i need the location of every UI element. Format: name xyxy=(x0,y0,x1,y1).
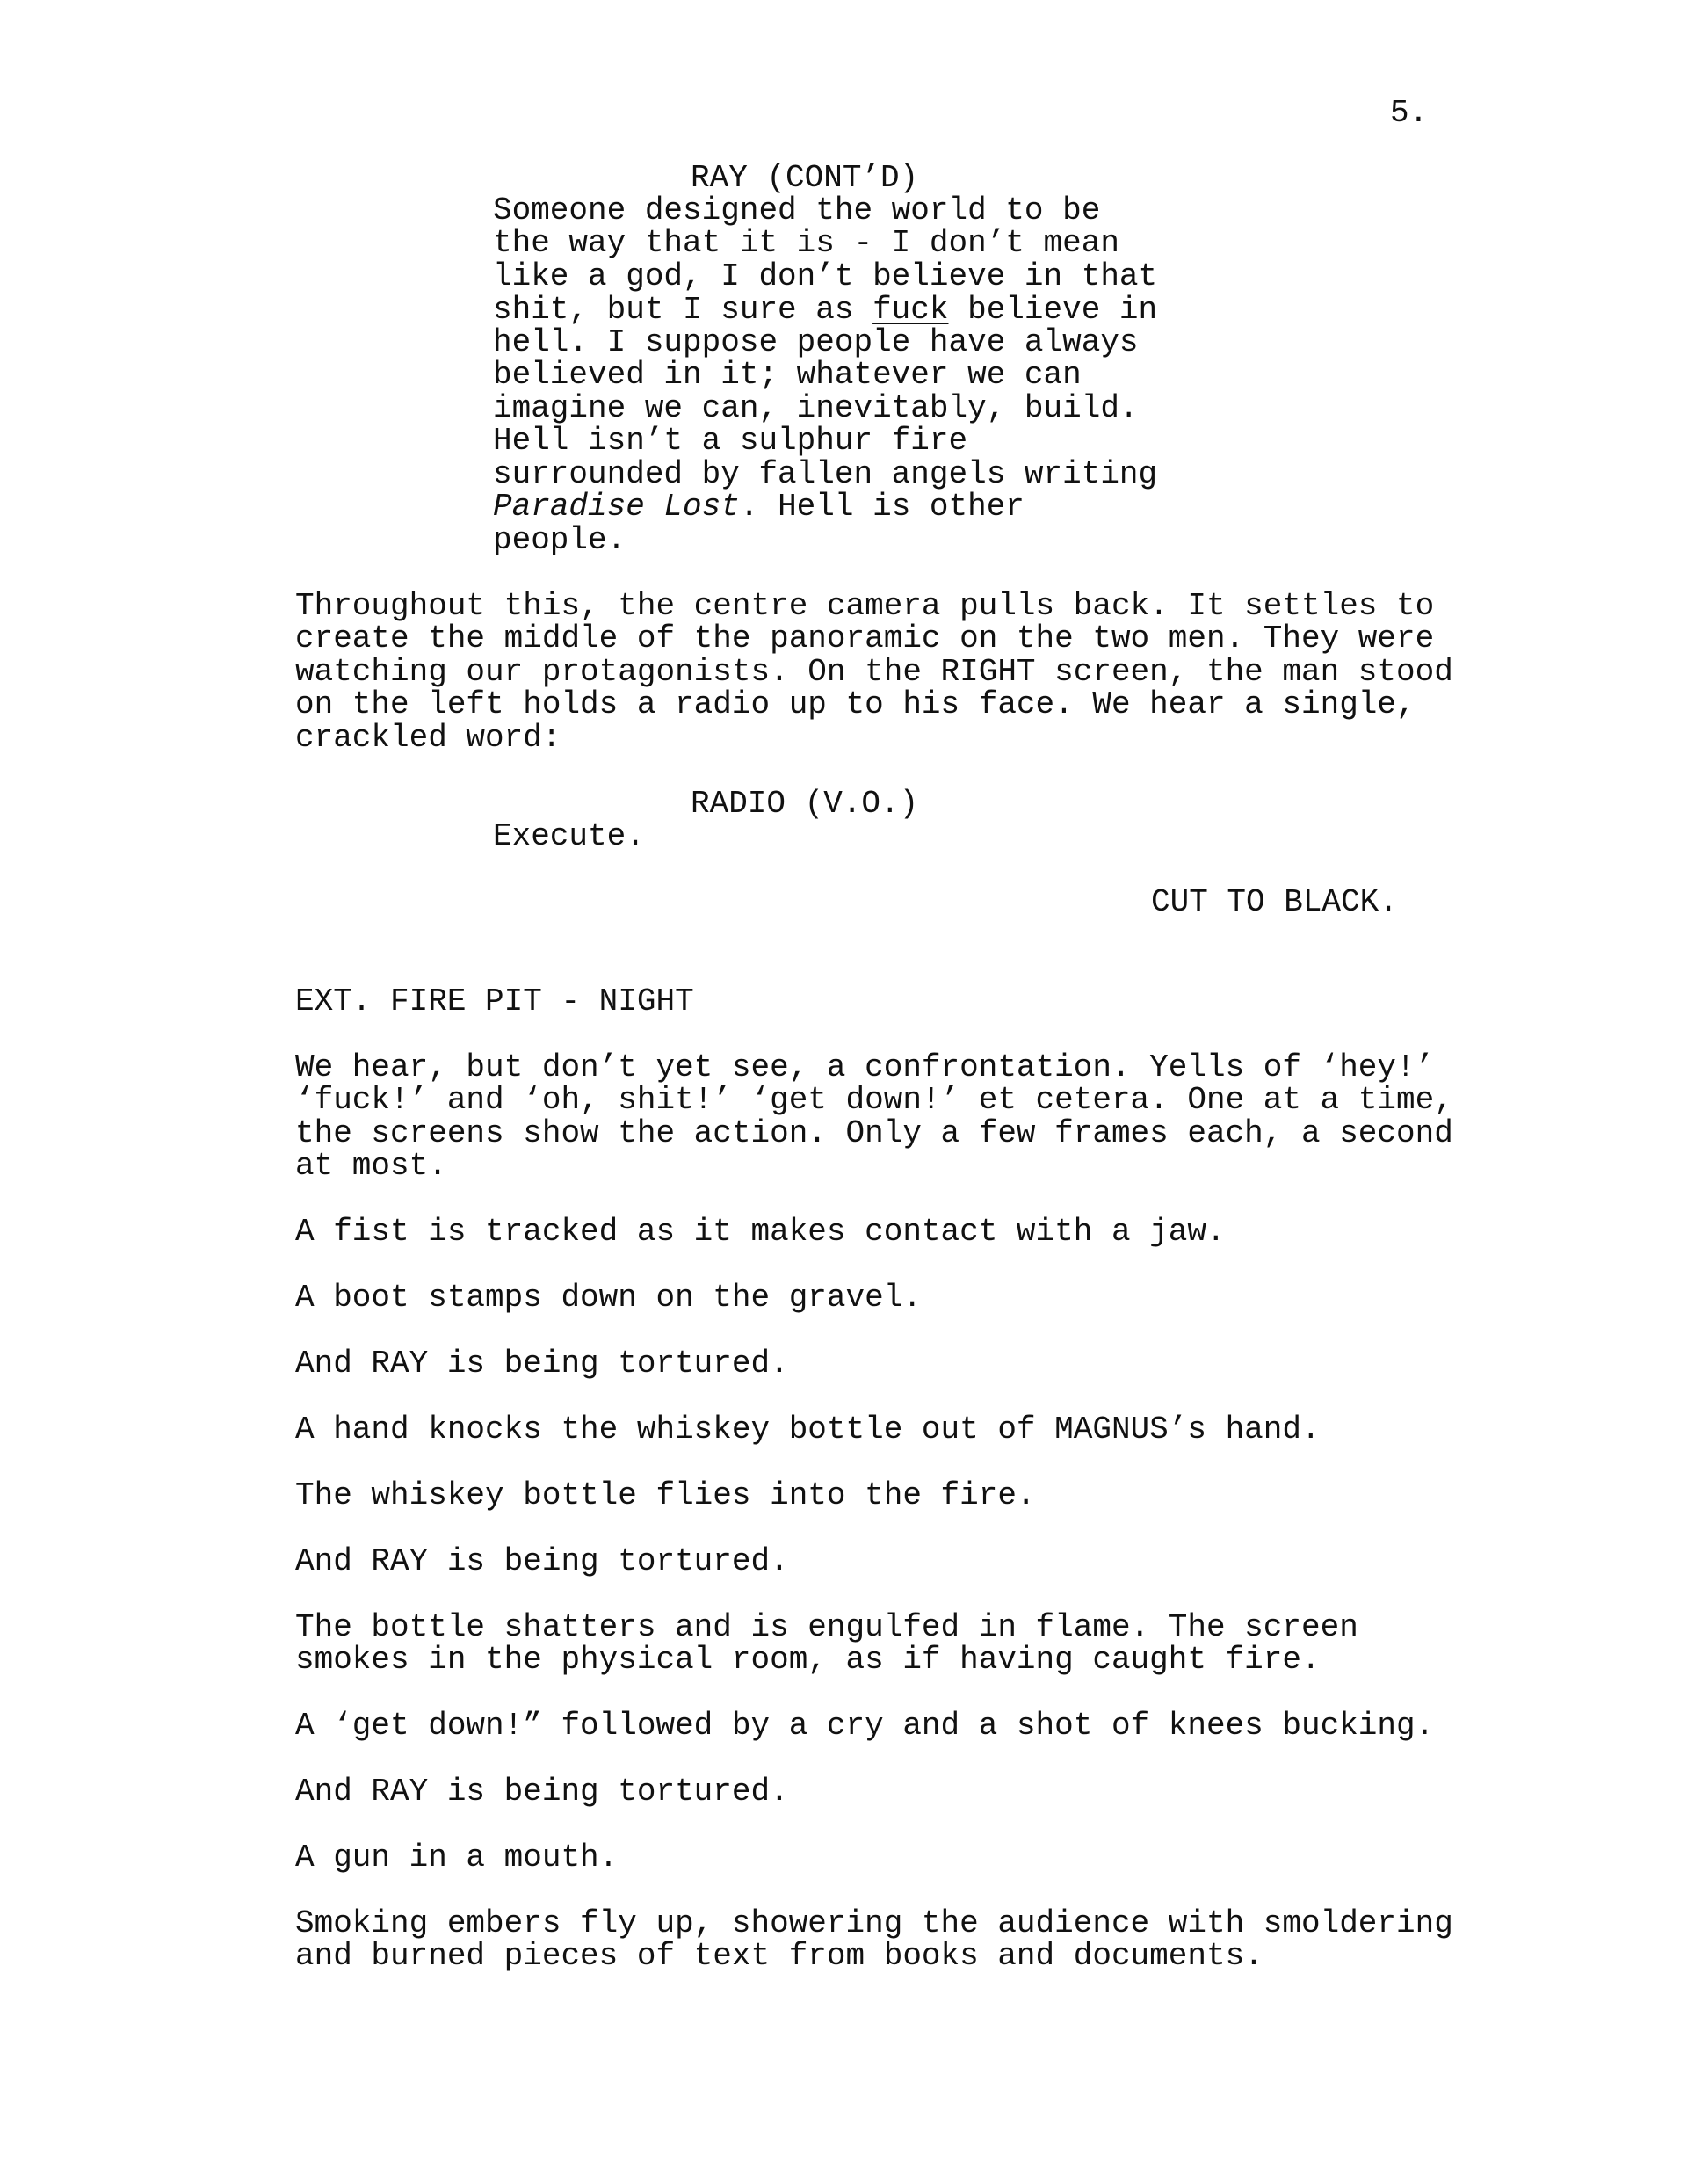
dialogue-text: . Hell is other xyxy=(739,489,1025,525)
action-line: A boot stamps down on the gravel. xyxy=(295,1280,922,1316)
action-line: and burned pieces of text from books and documents. xyxy=(295,1938,1263,1974)
dialogue-text: shit, but I sure as xyxy=(493,292,873,328)
transition: CUT TO BLACK. xyxy=(1151,884,1398,920)
action-line: And RAY is being tortured. xyxy=(295,1774,789,1810)
action-line: A fist is tracked as it makes contact with a jaw. xyxy=(295,1214,1226,1250)
italic-title: Paradise Lost xyxy=(493,489,740,525)
dialogue-line: like a god, I don’t believe in that xyxy=(493,258,1158,294)
action-line: smokes in the physical room, as if having caught fire. xyxy=(295,1642,1321,1678)
dialogue-line: Execute. xyxy=(493,818,645,854)
action-line: A gun in a mouth. xyxy=(295,1839,619,1876)
action-line: watching our protagonists. On the RIGHT screen, the man stood xyxy=(295,654,1453,690)
dialogue-line: Hell isn’t a sulphur fire xyxy=(493,423,968,459)
action-line: A ‘get down!” followed by a cry and a shot of knees bucking. xyxy=(295,1708,1435,1744)
action-line: The whiskey bottle flies into the fire. xyxy=(295,1477,1036,1513)
action-line: Throughout this, the centre camera pulls back. It settles to xyxy=(295,588,1435,624)
character-name-radio: RADIO (V.O.) xyxy=(691,786,919,822)
dialogue-line: people. xyxy=(493,522,626,558)
dialogue-line xyxy=(493,294,1178,326)
page-number: 5. xyxy=(1390,95,1429,131)
dialogue-line: believed in it; whatever we can xyxy=(493,357,1082,393)
dialogue-line: Someone designed the world to be xyxy=(493,192,1101,229)
dialogue-line: the way that it is - I don’t mean xyxy=(493,225,1119,261)
dialogue-line: imagine we can, inevitably, build. xyxy=(493,390,1139,426)
action-line: And RAY is being tortured. xyxy=(295,1543,789,1579)
action-line: create the middle of the panoramic on the two men. They were xyxy=(295,620,1435,657)
dialogue-line: surrounded by fallen angels writing xyxy=(493,456,1158,492)
character-name-ray: RAY (CONT’D) xyxy=(691,160,919,196)
scene-heading: EXT. FIRE PIT - NIGHT xyxy=(295,983,694,1019)
action-line: ‘fuck!’ and ‘oh, shit!’ ‘get down!’ et cetera. One at a time, xyxy=(295,1082,1453,1118)
action-line: And RAY is being tortured. xyxy=(295,1346,789,1382)
dialogue-line xyxy=(493,490,1178,523)
underlined-word: fuck xyxy=(872,292,949,328)
action-line: the screens show the action. Only a few frames each, a second xyxy=(295,1115,1453,1151)
action-line: crackled word: xyxy=(295,720,561,756)
dialogue-line: hell. I suppose people have always xyxy=(493,324,1139,360)
action-line: Smoking embers fly up, showering the audience with smoldering xyxy=(295,1905,1453,1941)
dialogue-text: believe in xyxy=(948,292,1158,328)
action-line: A hand knocks the whiskey bottle out of MAGNUS’s hand. xyxy=(295,1411,1321,1448)
action-line: We hear, but don’t yet see, a confrontation. Yells of ‘hey!’ xyxy=(295,1049,1435,1085)
action-line: The bottle shatters and is engulfed in flame. The screen xyxy=(295,1609,1358,1645)
action-line: at most. xyxy=(295,1148,447,1184)
action-line: on the left holds a radio up to his face. We hear a single, xyxy=(295,686,1415,722)
